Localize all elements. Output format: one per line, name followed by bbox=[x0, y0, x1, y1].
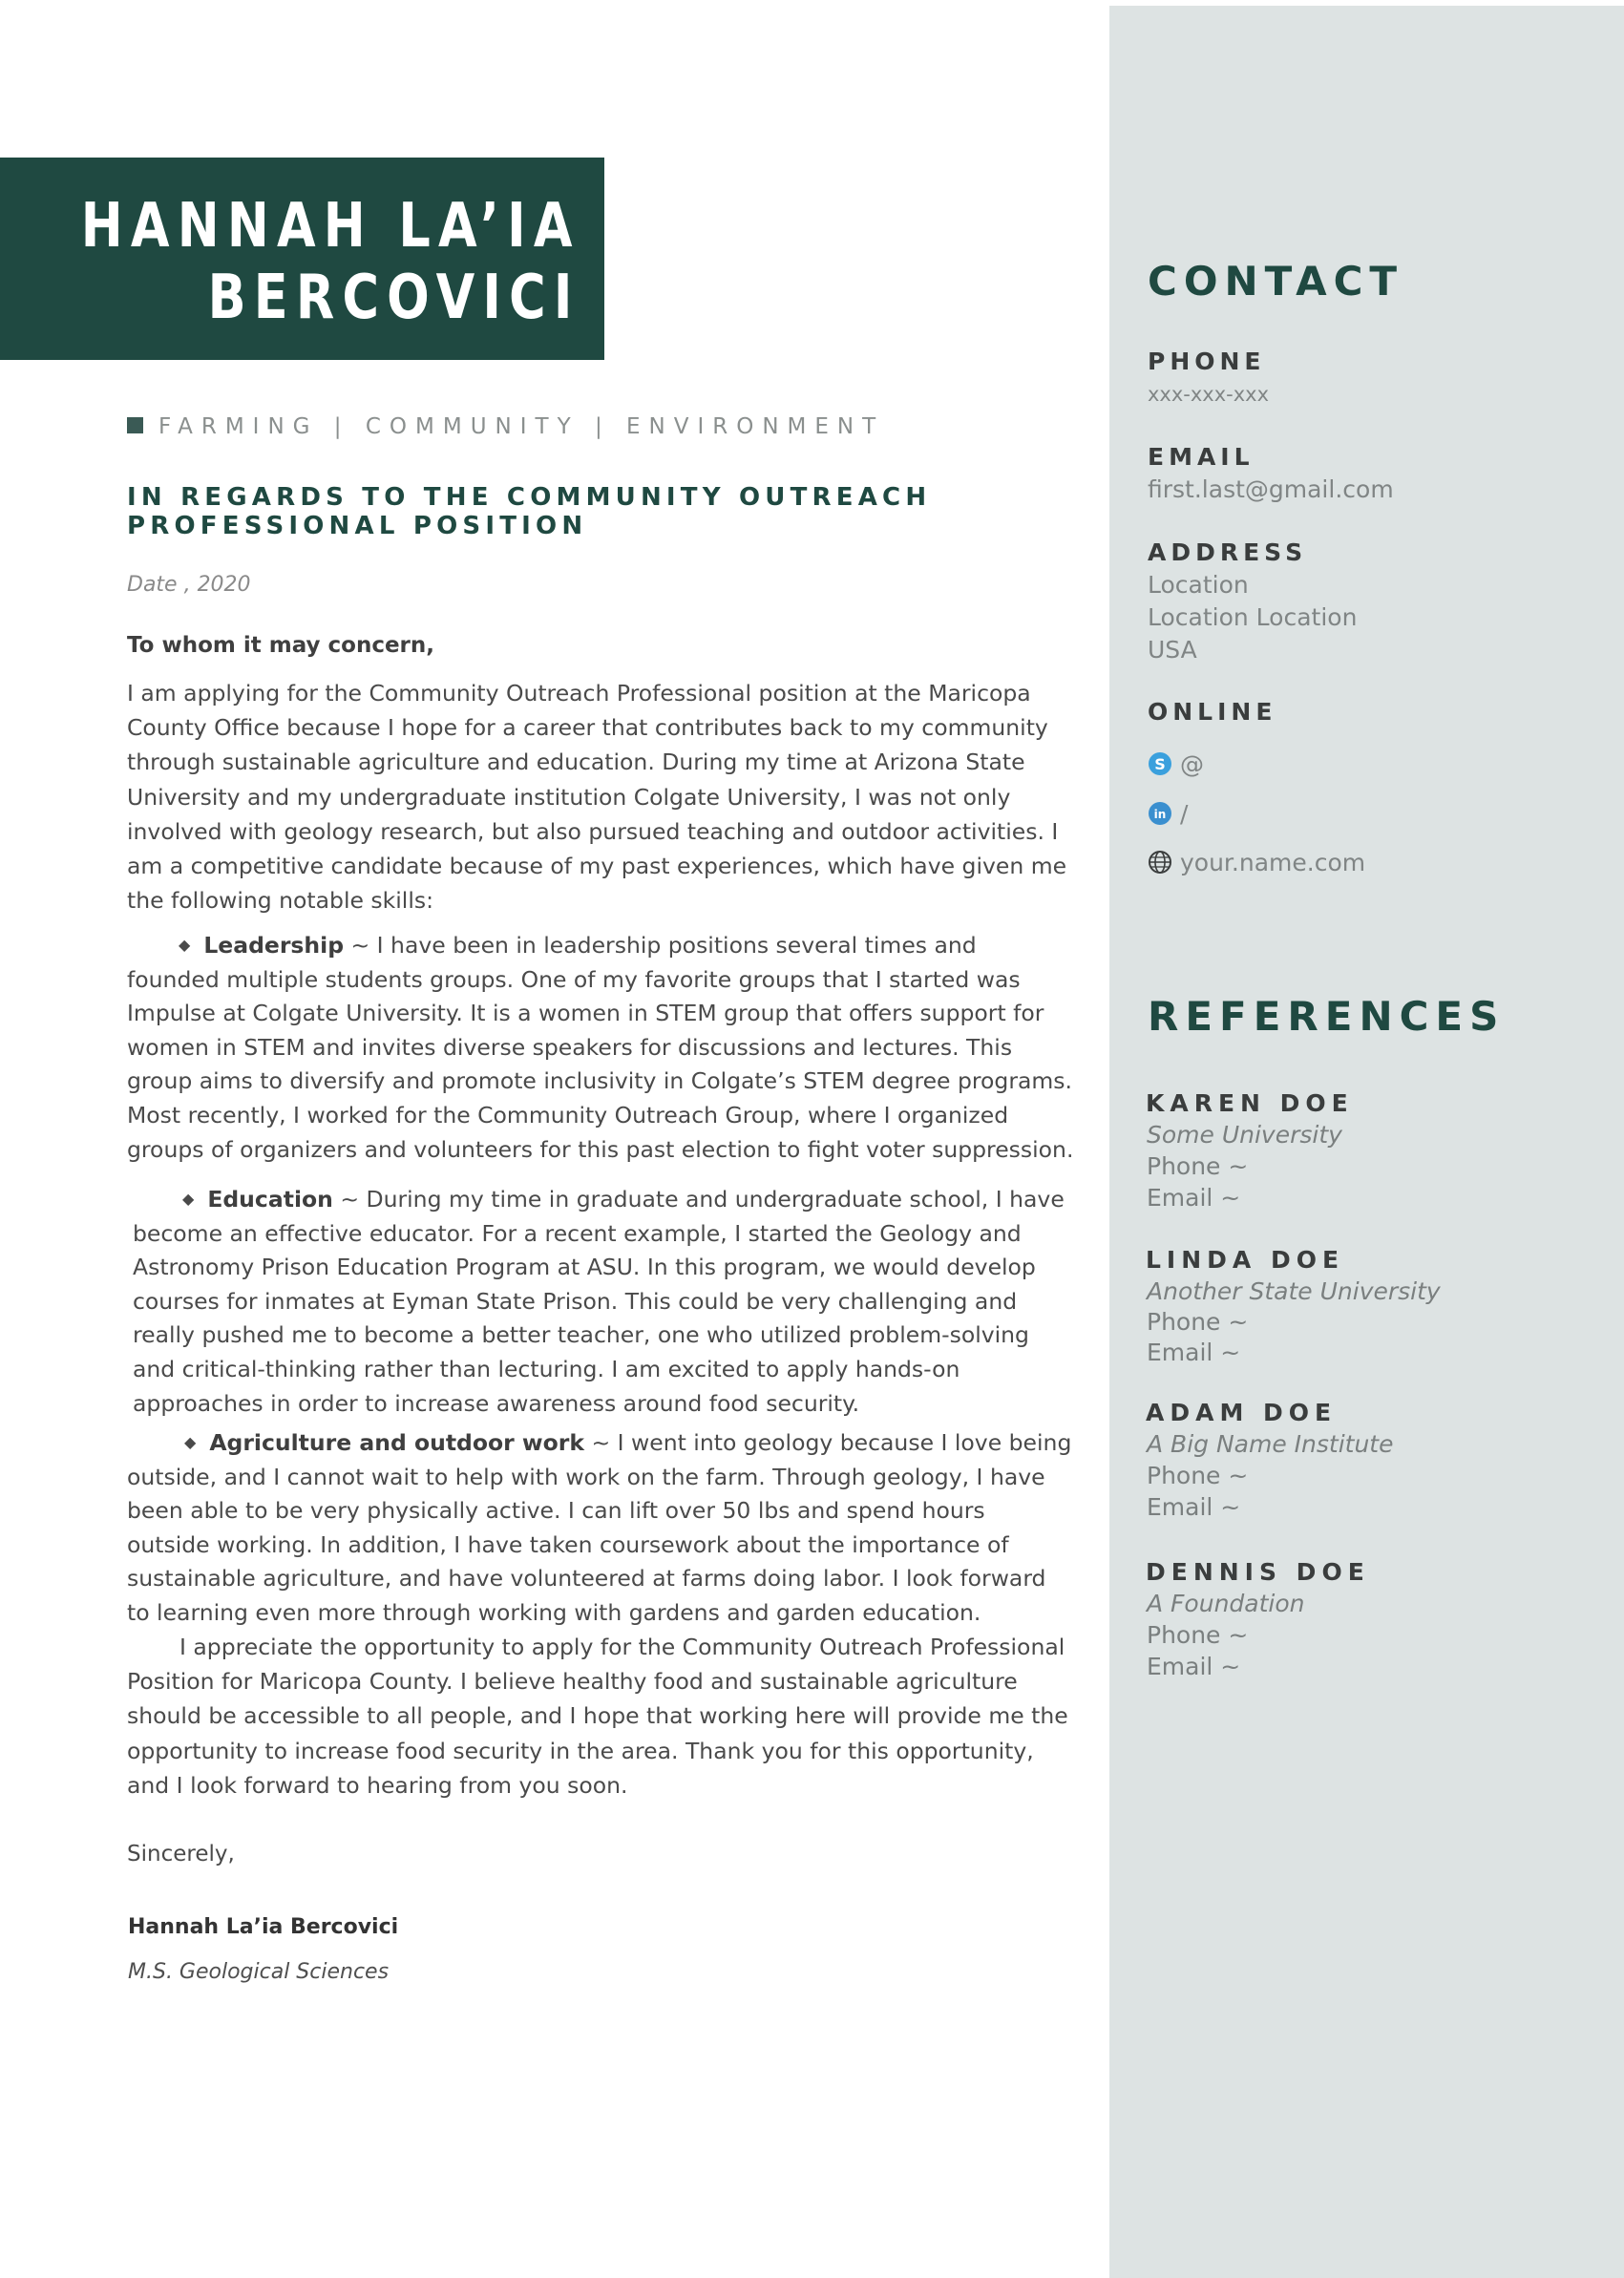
bullet-leadership bbox=[127, 928, 1074, 1167]
email-value: first.last@gmail.com bbox=[1148, 475, 1394, 503]
reference-org: Some University bbox=[1147, 1121, 1342, 1149]
svg-text:S: S bbox=[1154, 755, 1166, 773]
reference-org: Another State University bbox=[1147, 1277, 1441, 1305]
website-url: your.name.com bbox=[1180, 848, 1366, 876]
online-skype[interactable] bbox=[1148, 749, 1204, 778]
online-linkedin[interactable] bbox=[1148, 799, 1188, 828]
letter-intro-paragraph: I am applying for the Community Outreach Professional position at the Maricopa County Office because I hope for a career that contributes back to my community through sustainable agriculture and education. During my time at Arizona State University and my undergraduate institution Colgate University, I was not only involved with geology research, but also pursued teaching and outdoor activities. I am a competitive candidate because of my past experiences, which have given me the following notable skills: bbox=[127, 680, 1067, 915]
reference-org: A Foundation bbox=[1147, 1590, 1305, 1617]
phone-label: PHONE bbox=[1148, 348, 1266, 375]
address-line-3: USA bbox=[1148, 636, 1197, 664]
letter-closing-paragraph: I appreciate the opportunity to apply for the Community Outreach Professional Position for Maricopa County. I believe healthy food and sustainable agriculture should be accessible to all people, and I hope that working here will provide me the opportunity to increase food security in the area. Thank you for this opportunity, and I look forward to hearing from you soon. bbox=[127, 1634, 1068, 1799]
reference-name: LINDA DOE bbox=[1146, 1246, 1345, 1274]
linkedin-handle: / bbox=[1180, 799, 1189, 828]
tagline: FARMING | COMMUNITY | ENVIRONMENT bbox=[158, 414, 885, 439]
letter-sincerely: Sincerely, bbox=[127, 1842, 235, 1867]
name-header bbox=[0, 158, 604, 360]
reference-name: KAREN DOE bbox=[1146, 1089, 1354, 1117]
bullet-text: ~ During my time in graduate and undergraduate school, I have become an effective educator. For a recent example, I started the Geology and Astronomy Prison Education Program at ASU. In this program, we would develop courses for inmates at Eyman State Prison. This could be very challenging and really pushed me to become a better teacher, one who utilized problem-solving and critical-thinking rather than lecturing. I am excited to apply hands-on approaches in order to increase awareness around food security. bbox=[133, 1186, 1065, 1417]
address-line-2: Location Location bbox=[1148, 603, 1358, 631]
bullet-text: ~ I went into geology because I love being outside, and I cannot wait to help with work on the farm. Through geology, I have been able to be very physically active. I can lift over 50 lbs and spend hours outside working. In addition, I have taken coursework about the importance of sustainable agriculture, and have volunteered at farms doing labor. I look forward to learning even more through working with gardens and garden education. bbox=[127, 1429, 1072, 1626]
address-label: ADDRESS bbox=[1148, 538, 1308, 566]
name-line-2: BERCOVICI bbox=[208, 263, 580, 333]
email-label: EMAIL bbox=[1148, 443, 1255, 471]
reference-email: Email ~ bbox=[1147, 1493, 1241, 1521]
signature-title: M.S. Geological Sciences bbox=[128, 1960, 390, 1984]
name-line-1: HANNAH LA’IA bbox=[81, 191, 580, 262]
linkedin-icon bbox=[1148, 801, 1172, 826]
bullet-diamond-icon: ◆ bbox=[179, 936, 191, 954]
letter-subject: IN REGARDS TO THE COMMUNITY OUTREACH PROFESSIONAL POSITION bbox=[127, 483, 932, 540]
bullet-diamond-icon: ◆ bbox=[184, 1433, 197, 1451]
bullet-heading: Education bbox=[207, 1186, 333, 1213]
reference-email: Email ~ bbox=[1147, 1339, 1241, 1366]
reference-email: Email ~ bbox=[1147, 1653, 1241, 1680]
bullet-education bbox=[127, 1182, 1074, 1421]
reference-org: A Big Name Institute bbox=[1147, 1430, 1394, 1458]
phone-value: xxx-xxx-xxx bbox=[1148, 383, 1270, 406]
online-website[interactable] bbox=[1148, 848, 1365, 876]
globe-icon bbox=[1148, 850, 1172, 875]
address-line-1: Location bbox=[1148, 571, 1249, 599]
bullet-heading: Agriculture and outdoor work bbox=[209, 1429, 585, 1456]
reference-phone: Phone ~ bbox=[1147, 1621, 1249, 1649]
reference-name: DENNIS DOE bbox=[1146, 1558, 1370, 1586]
reference-phone: Phone ~ bbox=[1147, 1462, 1249, 1489]
skype-icon bbox=[1148, 751, 1172, 776]
signature-name: Hannah La’ia Bercovici bbox=[128, 1915, 399, 1939]
reference-name: ADAM DOE bbox=[1146, 1399, 1338, 1426]
letter-greeting: To whom it may concern, bbox=[127, 633, 434, 658]
reference-phone: Phone ~ bbox=[1147, 1152, 1249, 1180]
bullet-text: ~ I have been in leadership positions several times and founded multiple students groups. One of my favorite groups that I started was Impulse at Colgate University. It is a women in STEM group that offers support for women in STEM and invites diverse speakers for discussions and lectures. This group aims to diversify and promote inclusivity in Colgate’s STEM degree programs. Most recently, I worked for the Community Outreach Group, where I organized groups of organizers and volunteers for this past election to fight voter suppression. bbox=[127, 932, 1074, 1163]
tagline-square-icon bbox=[127, 417, 143, 433]
reference-phone: Phone ~ bbox=[1147, 1308, 1249, 1336]
skype-handle: @ bbox=[1180, 749, 1204, 778]
bullet-diamond-icon: ◆ bbox=[182, 1190, 195, 1208]
references-title: REFERENCES bbox=[1148, 993, 1506, 1040]
bullet-agriculture bbox=[127, 1425, 1074, 1631]
letter-date: Date , 2020 bbox=[127, 573, 251, 597]
contact-title: CONTACT bbox=[1148, 258, 1404, 305]
bullet-heading: Leadership bbox=[203, 932, 345, 959]
online-label: ONLINE bbox=[1148, 698, 1277, 726]
reference-email: Email ~ bbox=[1147, 1184, 1241, 1212]
svg-text:in: in bbox=[1153, 808, 1167, 821]
